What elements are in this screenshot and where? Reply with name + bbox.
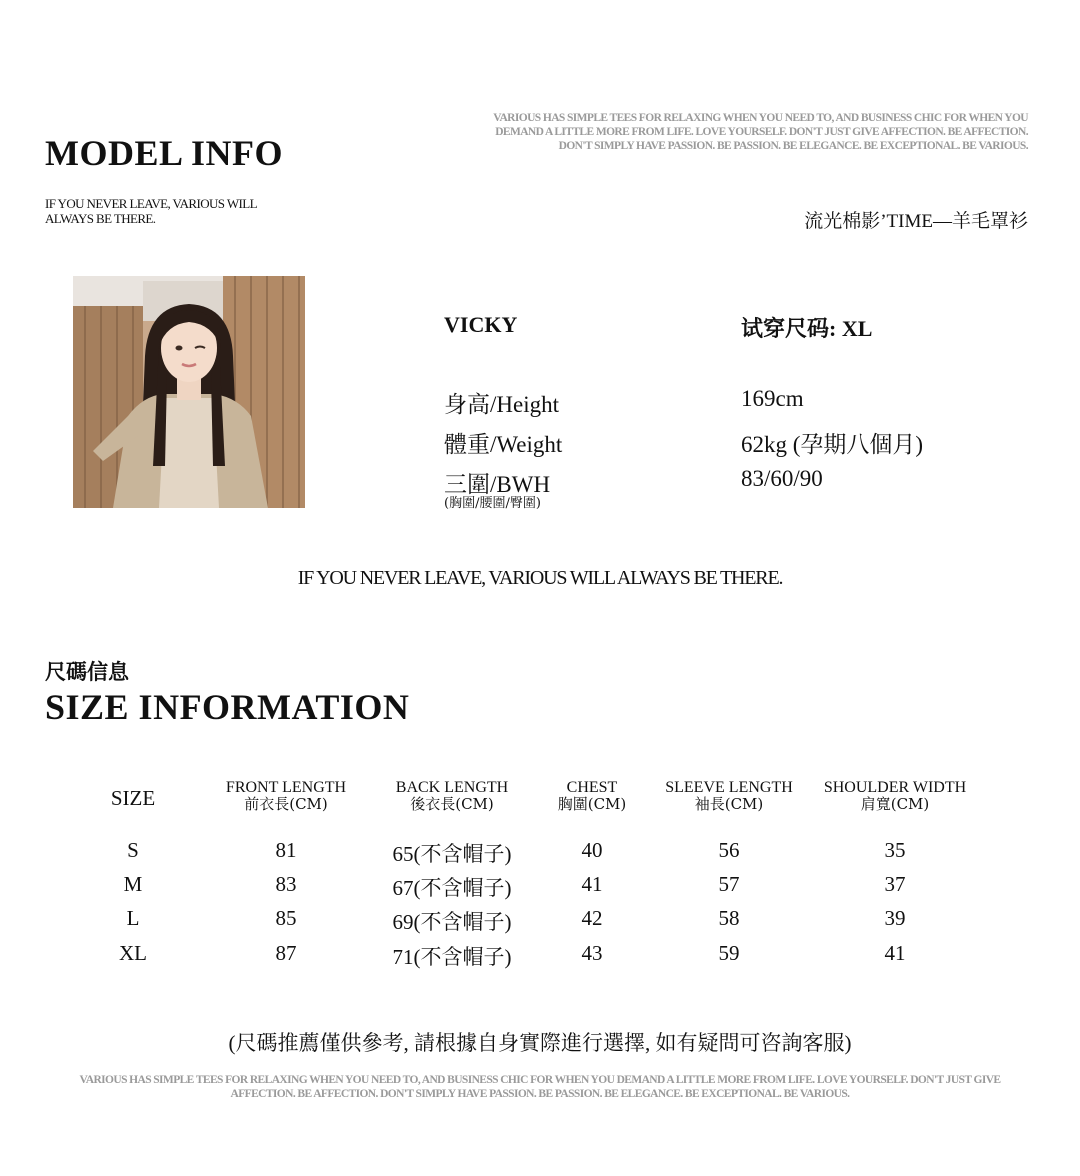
- table-row: [0, 941, 1080, 967]
- model-name: VICKY: [444, 312, 518, 337]
- table-cell: 41: [884, 941, 906, 965]
- column-header-shoulder-width: [810, 779, 980, 813]
- column-header-en: SHOULDER WIDTH: [823, 779, 967, 796]
- column-header-back-length: [372, 779, 532, 813]
- column-header-cn: 袖長(CM): [694, 795, 764, 813]
- column-header-cn: 前衣長(CM): [244, 795, 328, 813]
- column-header-chest: [532, 779, 652, 813]
- size-column-header: SIZE: [110, 786, 156, 810]
- table-cell: 41: [581, 872, 603, 896]
- size-tried: 试穿尺码: XL: [741, 316, 873, 341]
- footer-blurb: VARIOUS HAS SIMPLE TEES FOR RELAXING WHEN YOU NEED TO, AND BUSINESS CHIC FOR WHEN YOU DEMAND A LITTLE MORE FROM LIFE. LOVE YOURSELF. DON'T JUST GIVE AFFECTION. BE AFFECTION. DON'T SIMPLY HAVE PASSION. BE PASSION. BE ELEGANCE. BE EXCEPTIONAL. BE VARIOUS.: [79, 1074, 1001, 1100]
- table-cell: 58: [718, 906, 740, 930]
- height-label: 身高/Height: [444, 392, 559, 417]
- table-cell: 42: [581, 906, 603, 930]
- table-cell: 37: [884, 872, 906, 896]
- size-section-title: SIZE INFORMATION: [45, 687, 410, 727]
- table-cell: 57: [718, 872, 740, 896]
- model-info-title: MODEL INFO: [45, 133, 284, 173]
- weight-value: 62kg (孕期八個月): [741, 432, 924, 457]
- column-header-front-length: [206, 779, 366, 813]
- size-cell: S: [127, 838, 139, 862]
- table-cell: 59: [718, 941, 740, 965]
- size-cell: XL: [119, 941, 147, 965]
- bwh-note: (胸圍/腰圍/臀圍): [444, 496, 541, 511]
- table-cell: 67(不含帽子): [392, 876, 512, 900]
- table-cell: 83: [275, 872, 297, 896]
- table-cell: 69(不含帽子): [392, 910, 512, 934]
- bwh-label: 三圍/BWH: [444, 472, 551, 497]
- table-cell: 81: [275, 838, 297, 862]
- table-row: [0, 872, 1080, 898]
- column-header-en: FRONT LENGTH: [225, 779, 347, 796]
- size-section-title-cn: 尺碼信息: [45, 659, 129, 684]
- brand-blurb: VARIOUS HAS SIMPLE TEES FOR RELAXING WHEN YOU NEED TO, AND BUSINESS CHIC FOR WHEN YOU DEMAND A LITTLE MORE FROM LIFE. LOVE YOURSELF. DON'T JUST GIVE AFFECTION. BE AFFECTION. DON'T SIMPLY HAVE PASSION. BE PASSION. BE ELEGANCE. BE EXCEPTIONAL. BE VARIOUS.: [493, 112, 1028, 152]
- header-tagline: IF YOU NEVER LEAVE, VARIOUS WILL ALWAYS BE THERE.: [45, 196, 257, 226]
- table-cell: 39: [884, 906, 906, 930]
- table-cell: 71(不含帽子): [392, 945, 512, 969]
- bwh-value: 83/60/90: [741, 466, 823, 491]
- column-header-en: SLEEVE LENGTH: [665, 779, 793, 796]
- table-row: [0, 838, 1080, 864]
- table-cell: 56: [718, 838, 740, 862]
- table-cell: 40: [581, 838, 603, 862]
- column-header-sleeve-length: [654, 779, 804, 813]
- size-disclaimer: (尺碼推薦僅供參考, 請根據自身實際進行選擇, 如有疑問可咨詢客服): [228, 1031, 852, 1055]
- table-cell: 35: [884, 838, 906, 862]
- table-cell: 85: [275, 906, 297, 930]
- height-value: 169cm: [741, 386, 804, 411]
- table-cell: 87: [275, 941, 297, 965]
- size-cell: M: [123, 872, 143, 896]
- column-header-en: BACK LENGTH: [395, 779, 509, 796]
- column-header-cn: 胸圍(CM): [557, 795, 627, 813]
- weight-label: 體重/Weight: [444, 432, 563, 457]
- table-row: [0, 906, 1080, 932]
- model-photo: [73, 276, 305, 508]
- size-cell: L: [126, 906, 140, 930]
- product-name: 流光棉影’TIME—羊毛罩衫: [804, 211, 1028, 232]
- column-header-cn: 肩寬(CM): [860, 795, 930, 813]
- table-cell: 43: [581, 941, 603, 965]
- column-header-en: CHEST: [566, 779, 618, 796]
- table-cell: 65(不含帽子): [392, 842, 512, 866]
- column-header-cn: 後衣長(CM): [410, 795, 494, 813]
- center-tagline: IF YOU NEVER LEAVE, VARIOUS WILL ALWAYS BE THERE.: [297, 567, 783, 589]
